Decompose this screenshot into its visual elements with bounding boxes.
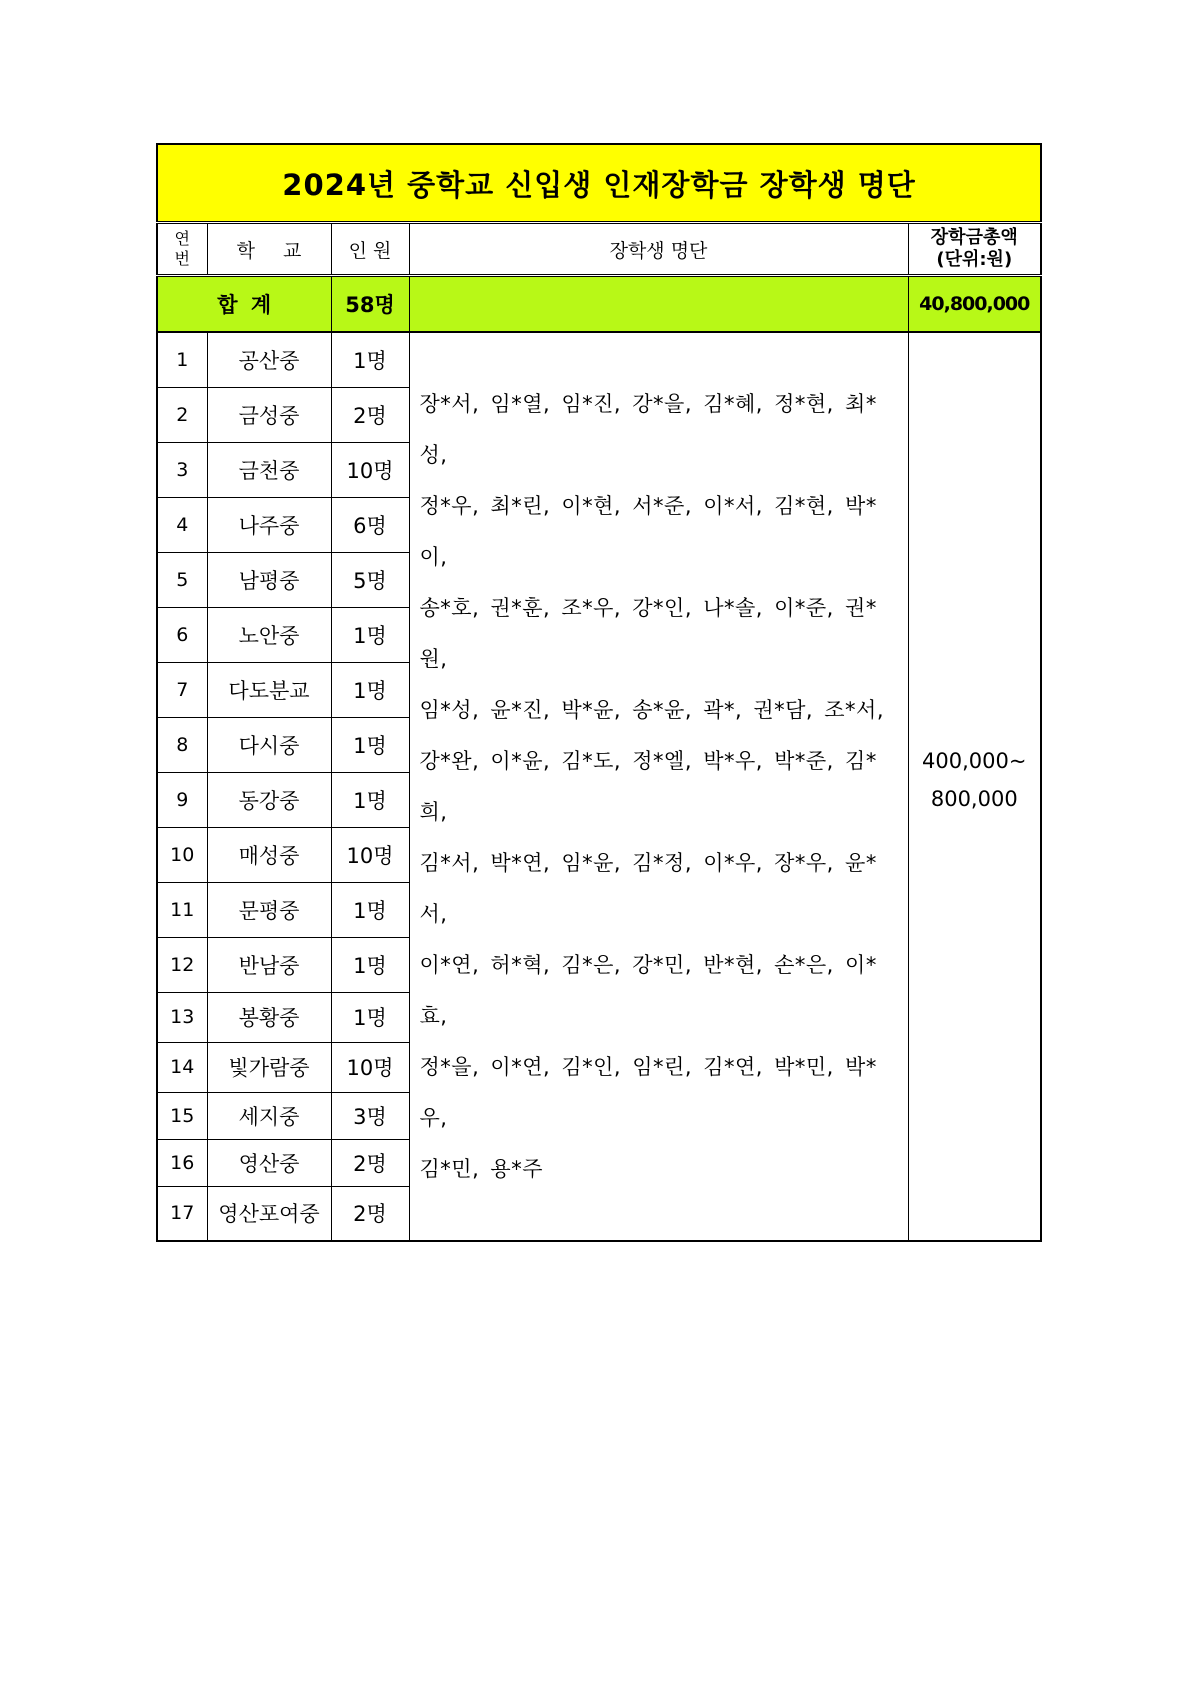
total-amount: 40,800,000 — [908, 276, 1041, 333]
total-count: 58명 — [331, 276, 409, 333]
header-school: 학 교 — [207, 223, 331, 276]
header-amount-line1: 장학금총액 — [930, 227, 1018, 248]
row-school: 영산중 — [207, 1139, 331, 1186]
row-count: 1명 — [331, 607, 409, 662]
row-number: 11 — [157, 882, 207, 937]
row-count: 2명 — [331, 387, 409, 442]
row-count: 1명 — [331, 332, 409, 387]
names-line: 김*서, 박*연, 임*윤, 김*정, 이*우, 장*우, 윤*서, — [419, 850, 877, 926]
row-number: 6 — [157, 607, 207, 662]
row-school: 봉황중 — [207, 992, 331, 1042]
row-number: 15 — [157, 1092, 207, 1139]
row-school: 나주중 — [207, 497, 331, 552]
row-count: 3명 — [331, 1092, 409, 1139]
row-school: 다시중 — [207, 717, 331, 772]
row-school: 공산중 — [207, 332, 331, 387]
names-line: 이*연, 허*혁, 김*은, 강*민, 반*현, 손*은, 이*효, — [419, 952, 877, 1028]
header-no-line2: 번 — [174, 249, 190, 268]
row-count: 1명 — [331, 662, 409, 717]
row-count: 5명 — [331, 552, 409, 607]
table-row — [157, 332, 1041, 387]
row-number: 3 — [157, 442, 207, 497]
student-names — [409, 332, 908, 1241]
row-number: 1 — [157, 332, 207, 387]
row-school: 남평중 — [207, 552, 331, 607]
row-count: 1명 — [331, 717, 409, 772]
row-school: 빛가람중 — [207, 1042, 331, 1092]
header-no-line1: 연 — [174, 229, 190, 248]
row-number: 4 — [157, 497, 207, 552]
scholarship-table — [156, 143, 1042, 1242]
row-number: 5 — [157, 552, 207, 607]
row-number: 10 — [157, 827, 207, 882]
row-school: 문평중 — [207, 882, 331, 937]
total-row — [157, 276, 1041, 333]
row-school: 금천중 — [207, 442, 331, 497]
header-names: 장학생 명단 — [409, 223, 908, 276]
row-school: 세지중 — [207, 1092, 331, 1139]
row-count: 2명 — [331, 1186, 409, 1241]
names-line: 송*호, 권*훈, 조*우, 강*인, 나*솔, 이*준, 권*원, — [419, 595, 877, 671]
row-number: 2 — [157, 387, 207, 442]
amount-range-line2: 800,000 — [930, 786, 1018, 811]
names-line: 장*서, 임*열, 임*진, 강*을, 김*혜, 정*현, 최*성, — [419, 391, 877, 467]
total-label: 합 계 — [157, 276, 331, 333]
row-school: 영산포여중 — [207, 1186, 331, 1241]
row-number: 7 — [157, 662, 207, 717]
row-school: 다도분교 — [207, 662, 331, 717]
row-number: 8 — [157, 717, 207, 772]
row-count: 10명 — [331, 1042, 409, 1092]
row-count: 10명 — [331, 827, 409, 882]
row-number: 13 — [157, 992, 207, 1042]
names-line: 강*완, 이*윤, 김*도, 정*엘, 박*우, 박*준, 김*희, — [419, 748, 877, 824]
row-count: 1명 — [331, 882, 409, 937]
row-number: 14 — [157, 1042, 207, 1092]
header-amount — [908, 223, 1041, 276]
header-count: 인 원 — [331, 223, 409, 276]
header-row — [157, 223, 1041, 276]
row-school: 동강중 — [207, 772, 331, 827]
row-count: 1명 — [331, 992, 409, 1042]
header-amount-line2: (단위:원) — [936, 249, 1013, 270]
row-school: 매성중 — [207, 827, 331, 882]
names-line: 임*성, 윤*진, 박*윤, 송*윤, 곽*, 권*담, 조*서, — [419, 697, 884, 722]
row-school: 금성중 — [207, 387, 331, 442]
row-number: 16 — [157, 1139, 207, 1186]
row-count: 10명 — [331, 442, 409, 497]
row-number: 12 — [157, 937, 207, 992]
row-school: 반남중 — [207, 937, 331, 992]
row-count: 6명 — [331, 497, 409, 552]
row-count: 1명 — [331, 937, 409, 992]
table-title: 2024년 중학교 신입생 인재장학금 장학생 명단 — [157, 144, 1041, 223]
names-line: 김*민, 용*주 — [419, 1156, 543, 1181]
names-line: 정*우, 최*린, 이*현, 서*준, 이*서, 김*현, 박*이, — [419, 493, 877, 569]
total-names-empty — [409, 276, 908, 333]
amount-range-line1: 400,000~ — [922, 748, 1027, 773]
names-line: 정*을, 이*연, 김*인, 임*린, 김*연, 박*민, 박*우, — [419, 1054, 877, 1130]
amount-range — [908, 332, 1041, 1241]
row-number: 17 — [157, 1186, 207, 1241]
row-number: 9 — [157, 772, 207, 827]
header-no — [157, 223, 207, 276]
row-school: 노안중 — [207, 607, 331, 662]
row-count: 2명 — [331, 1139, 409, 1186]
row-count: 1명 — [331, 772, 409, 827]
